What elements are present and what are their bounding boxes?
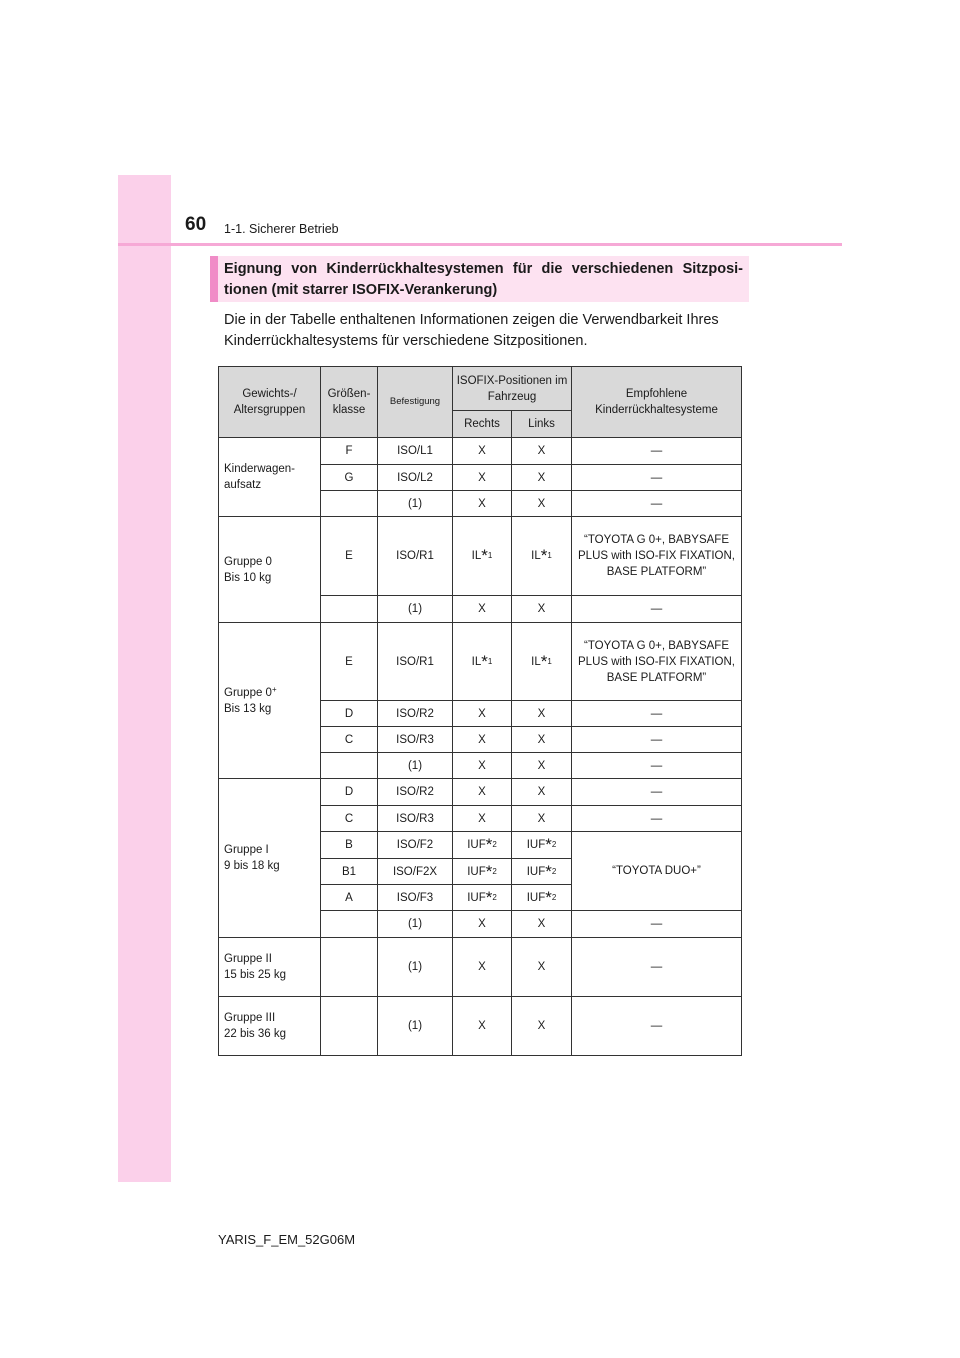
table-row (219, 938, 742, 997)
size-cell (321, 997, 378, 1056)
header-size-class: Größen-klasse (321, 367, 378, 438)
size-cell: F (321, 438, 378, 465)
recommended-cell: — (572, 938, 742, 997)
group-label: Gruppe I 9 bis 18 kg (219, 779, 321, 938)
fixture-cell: (1) (378, 491, 453, 517)
group-label: Gruppe II 15 bis 25 kg (219, 938, 321, 997)
right-cell: X (453, 438, 512, 465)
size-cell: A (321, 885, 378, 911)
header-recommended: Empfohlene Kinderrückhaltesysteme (572, 367, 742, 438)
size-cell: C (321, 727, 378, 753)
size-cell: D (321, 779, 378, 806)
right-cell: X (453, 753, 512, 779)
header-right: Rechts (453, 411, 512, 438)
table-row (219, 623, 742, 701)
size-cell (321, 911, 378, 938)
recommended-cell: — (572, 727, 742, 753)
left-cell: X (512, 938, 572, 997)
left-cell: X (512, 596, 572, 623)
right-cell: X (453, 806, 512, 832)
left-cell: X (512, 997, 572, 1056)
right-cell: X (453, 701, 512, 727)
page-number: 60 (185, 214, 207, 235)
asterisk-icon: * (485, 861, 493, 881)
fixture-cell: (1) (378, 938, 453, 997)
document-code: YARIS_F_EM_52G06M (218, 1232, 356, 1247)
fixture-cell: ISO/R1 (378, 517, 453, 596)
recommended-cell: — (572, 779, 742, 806)
asterisk-icon: * (545, 887, 552, 907)
table-row (219, 517, 742, 596)
right-cell: IUF*$^2$ (453, 859, 512, 885)
right-cell: X (453, 491, 512, 517)
asterisk-icon: * (540, 546, 548, 565)
right-cell: IL*$^1$ (453, 623, 512, 701)
group-label: Gruppe 0 Bis 10 kg (219, 517, 321, 623)
header-isofix-positions: ISOFIX-Positionen im Fahrzeug (453, 367, 572, 411)
section-title: Eignung von Kinderrückhaltesystemen für die verschiedenen Sitzposi-tionen (mit starrer ISOFIX-Verankerung) (224, 261, 743, 298)
size-cell: E (321, 623, 378, 701)
left-cell: X (512, 753, 572, 779)
left-cell: X (512, 701, 572, 727)
fixture-cell: ISO/R3 (378, 727, 453, 753)
fixture-cell: ISO/F3 (378, 885, 453, 911)
header-weight-group: Gewichts-/ Altersgruppen (219, 367, 321, 438)
header-rule (118, 243, 842, 246)
asterisk-icon: * (481, 546, 488, 565)
fixture-cell: ISO/F2X (378, 859, 453, 885)
size-cell: E (321, 517, 378, 596)
size-cell: B (321, 832, 378, 859)
left-cell: X (512, 779, 572, 806)
asterisk-icon: * (545, 835, 552, 854)
fixture-cell: ISO/L1 (378, 438, 453, 465)
right-cell: X (453, 465, 512, 491)
fixture-cell: ISO/R2 (378, 701, 453, 727)
size-cell: C (321, 806, 378, 832)
fixture-cell: ISO/R1 (378, 623, 453, 701)
table-row (219, 779, 742, 806)
fixture-cell: (1) (378, 911, 453, 938)
right-cell: X (453, 911, 512, 938)
size-cell (321, 938, 378, 997)
recommended-cell: — (572, 806, 742, 832)
section-accent-bar (210, 256, 218, 302)
fixture-cell: (1) (378, 997, 453, 1056)
asterisk-icon: * (545, 861, 552, 881)
right-cell: IUF*$^2$ (453, 832, 512, 859)
left-cell: X (512, 806, 572, 832)
fixture-cell: ISO/R2 (378, 779, 453, 806)
right-cell: X (453, 779, 512, 806)
left-cell: X (512, 491, 572, 517)
left-cell: X (512, 727, 572, 753)
left-cell: IUF*$^2$ (512, 832, 572, 859)
left-cell: IUF*$^2$ (512, 885, 572, 911)
recommended-cell: — (572, 438, 742, 465)
table-row (219, 438, 742, 465)
recommended-cell: “TOYOTA G 0+, BABYSAFE PLUS with ISO-FIX FIXATION, BASE PLATFORM” (572, 517, 742, 596)
right-cell: IUF*$^2$ (453, 885, 512, 911)
left-cell: X (512, 438, 572, 465)
size-cell (321, 596, 378, 623)
size-cell: D (321, 701, 378, 727)
asterisk-icon: * (485, 835, 493, 854)
recommended-cell: — (572, 465, 742, 491)
side-tab-band (118, 175, 171, 1182)
running-header: 1-1. Sicherer Betrieb (224, 222, 339, 236)
right-cell: IL*$^1$ (453, 517, 512, 596)
right-cell: X (453, 727, 512, 753)
right-cell: X (453, 938, 512, 997)
left-cell: X (512, 911, 572, 938)
header-fixture: Befestigung (378, 367, 453, 438)
recommended-cell: — (572, 491, 742, 517)
group-label: Gruppe III 22 bis 36 kg (219, 997, 321, 1056)
size-cell (321, 491, 378, 517)
asterisk-icon: * (540, 651, 548, 671)
recommended-cell: — (572, 911, 742, 938)
recommended-cell: “TOYOTA G 0+, BABYSAFE PLUS with ISO-FIX FIXATION, BASE PLATFORM” (572, 623, 742, 701)
left-cell: IL*$^1$ (512, 517, 572, 596)
fixture-cell: ISO/L2 (378, 465, 453, 491)
recommended-cell: — (572, 997, 742, 1056)
group-label: Gruppe 0+ Bis 13 kg (219, 623, 321, 779)
fixture-cell: (1) (378, 596, 453, 623)
recommended-cell: — (572, 596, 742, 623)
group-label: Kinderwagen-aufsatz (219, 438, 321, 517)
size-cell: B1 (321, 859, 378, 885)
recommended-cell: — (572, 753, 742, 779)
table-row (219, 997, 742, 1056)
size-cell: G (321, 465, 378, 491)
size-cell (321, 753, 378, 779)
right-cell: X (453, 997, 512, 1056)
left-cell: IUF*$^2$ (512, 859, 572, 885)
header-left: Links (512, 411, 572, 438)
fixture-cell: (1) (378, 753, 453, 779)
asterisk-icon: * (485, 887, 493, 907)
left-cell: IL*$^1$ (512, 623, 572, 701)
right-cell: X (453, 596, 512, 623)
isofix-suitability-table (218, 366, 742, 1056)
recommended-cell: “TOYOTA DUO+” (572, 832, 742, 911)
left-cell: X (512, 465, 572, 491)
recommended-cell: — (572, 701, 742, 727)
fixture-cell: ISO/F2 (378, 832, 453, 859)
asterisk-icon: * (481, 651, 488, 671)
intro-paragraph: Die in der Tabelle enthaltenen Informationen zeigen die Verwendbarkeit Ihres Kinderrückhaltesystems für verschiedene Sitzpositionen. (224, 312, 719, 349)
section-heading-box (210, 256, 749, 302)
fixture-cell: ISO/R3 (378, 806, 453, 832)
